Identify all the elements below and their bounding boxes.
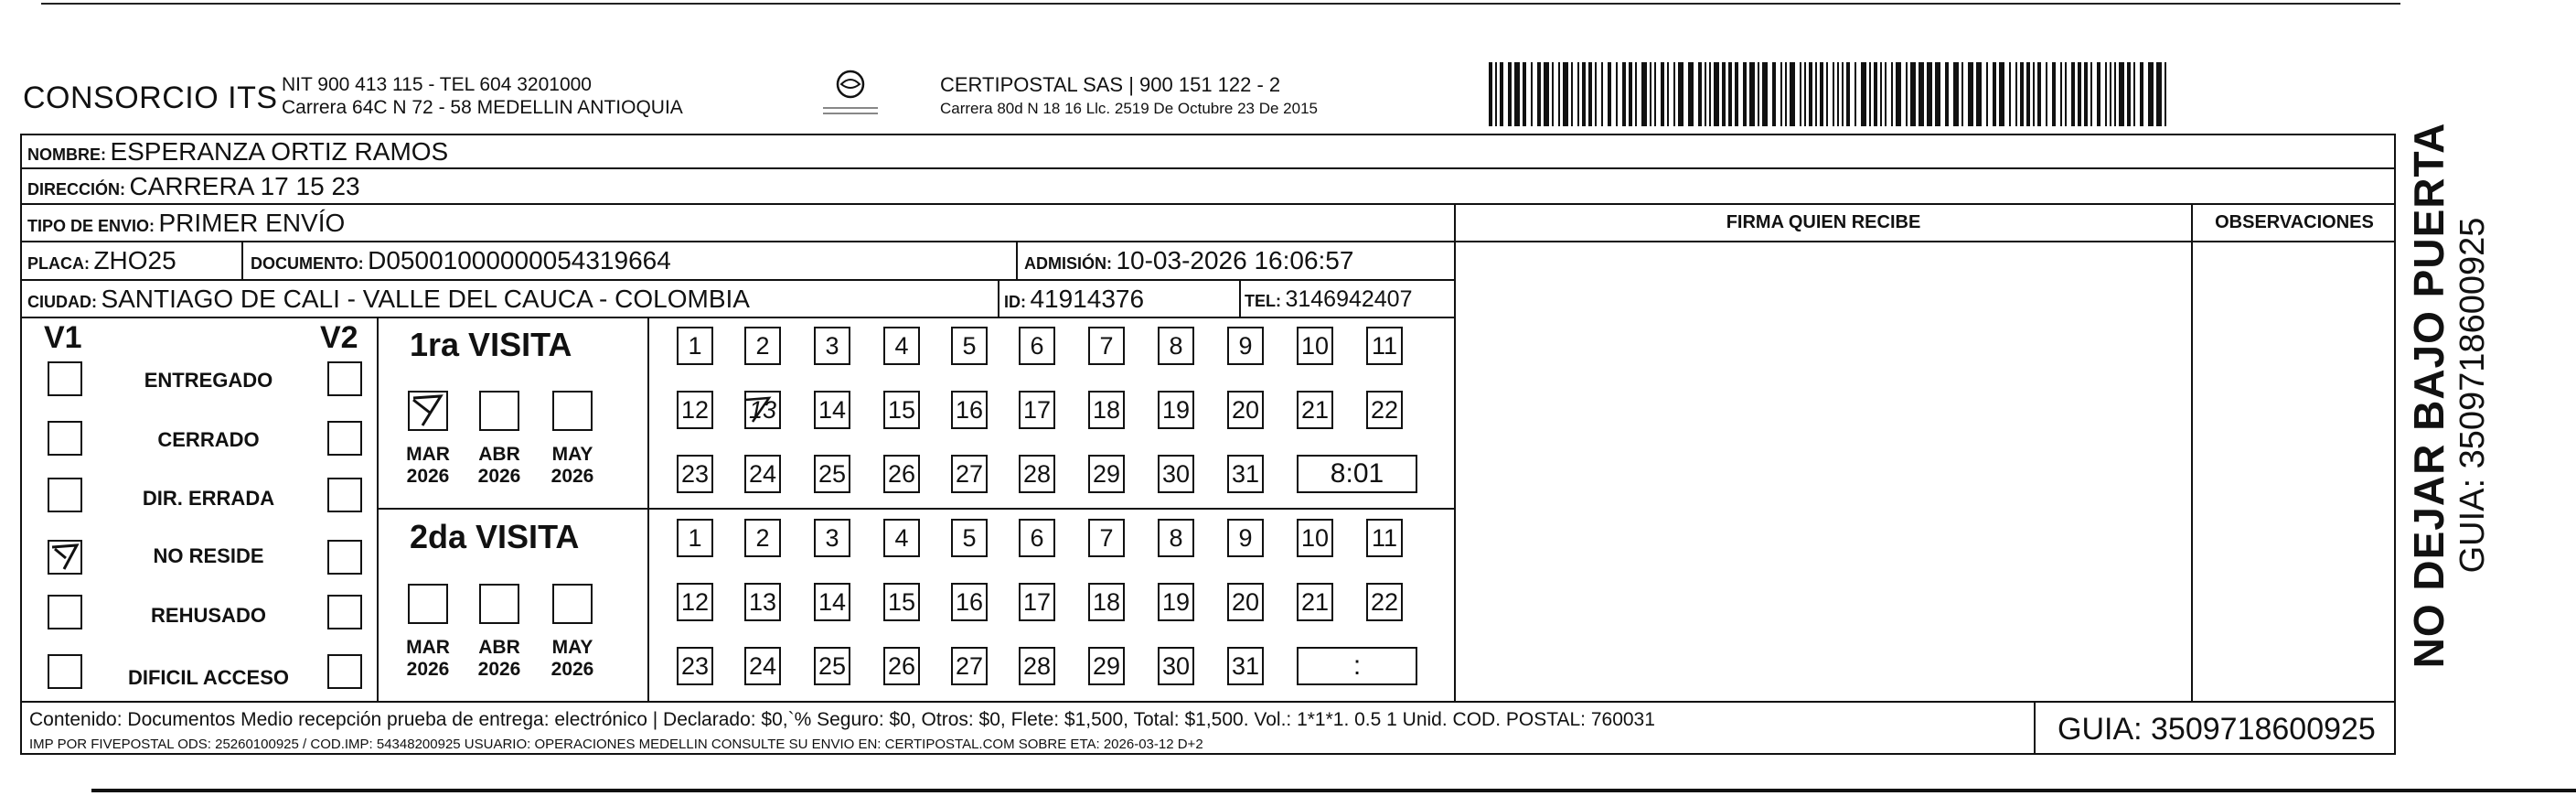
day-box[interactable]: 21 xyxy=(1297,583,1333,621)
day-box[interactable]: 28 xyxy=(1019,647,1055,685)
nombre-value: ESPERANZA ORTIZ RAMOS xyxy=(110,137,449,166)
day-box[interactable]: 11 xyxy=(1366,519,1403,557)
day-box[interactable]: 20 xyxy=(1227,391,1264,429)
day-box[interactable]: 28 xyxy=(1019,455,1055,493)
documento-field xyxy=(251,246,671,280)
day-box[interactable]: 26 xyxy=(883,647,920,685)
print-info: IMP POR FIVEPOSTAL ODS: 25260100925 / COD.IMP: 54348200925 USUARIO: OPERACIONES MEDELLIN CONSULTE SU ENVIO EN: CERTIPOSTAL.COM SOBRE ETA: 2026-03-12 D+2 xyxy=(29,737,1203,752)
direccion-field xyxy=(27,172,360,206)
tel-label: TEL: xyxy=(1245,292,1281,310)
day-box[interactable]: 10 xyxy=(1297,327,1333,365)
documento-label: DOCUMENTO: xyxy=(251,254,364,273)
col-divider xyxy=(377,317,379,701)
day-box[interactable]: 14 xyxy=(814,391,850,429)
contents-summary: Contenido: Documentos Medio recepción prueba de entrega: electrónico | Declarado: $0,`% Seguro: $0, Otros: $0, Flete: $1,500, Total: $1,500. Vol.: 1*1*1. 0.5 1 Unid. COD. POSTAL: 760031 xyxy=(29,709,1655,730)
tipo-envio-label: TIPO DE ENVIO: xyxy=(27,217,155,235)
day-box[interactable]: 6 xyxy=(1019,519,1055,557)
direccion-value: CARRERA 17 15 23 xyxy=(129,172,360,200)
direccion-label: DIRECCIÓN: xyxy=(27,180,125,199)
nombre-label: NOMBRE: xyxy=(27,145,106,164)
day-box[interactable]: 8 xyxy=(1158,519,1194,557)
handwritten-check-mark xyxy=(410,393,446,429)
day-box[interactable]: 24 xyxy=(744,455,781,493)
v2-dificil-acceso-checkbox[interactable] xyxy=(327,654,362,689)
id-field xyxy=(1004,285,1144,318)
v1-dir-errada-checkbox[interactable] xyxy=(48,478,82,512)
col-divider xyxy=(241,241,243,279)
id-value: 41914376 xyxy=(1030,285,1145,313)
v2-rehusado-checkbox[interactable] xyxy=(327,595,362,629)
status-label: ENTREGADO xyxy=(144,369,273,392)
col-divider xyxy=(2034,701,2036,755)
month-label: MAR 2026 xyxy=(406,444,450,487)
day-box[interactable]: 1 xyxy=(677,519,713,557)
second-visit-title: 2da VISITA xyxy=(410,518,580,555)
day-box[interactable]: 23 xyxy=(677,647,713,685)
month-label: ABR 2026 xyxy=(477,637,521,680)
day-box[interactable]: 3 xyxy=(814,327,850,365)
day-box[interactable]: 2 xyxy=(744,327,781,365)
ciudad-label: CIUDAD: xyxy=(27,293,97,311)
second-visit-month-abr-checkbox[interactable] xyxy=(479,584,519,624)
day-box[interactable]: 19 xyxy=(1158,583,1194,621)
day-box[interactable]: 16 xyxy=(951,583,988,621)
day-box[interactable]: 22 xyxy=(1366,391,1403,429)
day-box[interactable]: 30 xyxy=(1158,647,1194,685)
month-label: MAY 2026 xyxy=(550,444,594,487)
day-box[interactable]: 3 xyxy=(814,519,850,557)
day-box[interactable]: 7 xyxy=(1088,519,1125,557)
footer-divider xyxy=(20,701,2396,703)
day-box[interactable]: 20 xyxy=(1227,583,1264,621)
month-label: MAY 2026 xyxy=(550,637,594,680)
day-box[interactable]: 12 xyxy=(677,583,713,621)
day-box[interactable]: 31 xyxy=(1227,647,1264,685)
month-label: MAR 2026 xyxy=(406,637,450,680)
admision-label: ADMISIÓN: xyxy=(1024,254,1112,273)
company-nit: NIT 900 413 115 - TEL 604 3201000 xyxy=(282,74,592,95)
no-dejar-warning: NO DEJAR BAJO PUERTA xyxy=(2405,122,2453,669)
handwritten-check-mark xyxy=(49,542,80,573)
certipostal-license: Carrera 80d N 18 16 Llc. 2519 De Octubre 23 De 2015 xyxy=(940,100,1318,117)
tel-value: 3146942407 xyxy=(1285,286,1413,312)
placa-value: ZHO25 xyxy=(93,246,176,274)
day-box[interactable]: 11 xyxy=(1366,327,1403,365)
tel-field xyxy=(1245,285,1413,317)
day-box[interactable]: 29 xyxy=(1088,647,1125,685)
v2-dir-errada-checkbox[interactable] xyxy=(327,478,362,512)
day-box[interactable]: 12 xyxy=(677,391,713,429)
day-box[interactable]: 27 xyxy=(951,455,988,493)
v2-cerrado-checkbox[interactable] xyxy=(327,421,362,456)
day-box[interactable]: 16 xyxy=(951,391,988,429)
day-box[interactable]: 17 xyxy=(1019,391,1055,429)
nombre-field xyxy=(27,137,448,171)
col-divider xyxy=(1454,203,1456,703)
tipo-envio-value: PRIMER ENVÍO xyxy=(158,209,346,237)
day-box[interactable]: 18 xyxy=(1088,583,1125,621)
first-visit-title: 1ra VISITA xyxy=(410,326,572,363)
day-box[interactable]: 8 xyxy=(1158,327,1194,365)
day-box[interactable]: 30 xyxy=(1158,455,1194,493)
day-box[interactable]: 5 xyxy=(951,519,988,557)
placa-label: PLACA: xyxy=(27,254,90,273)
col-divider xyxy=(2191,203,2193,703)
row-divider xyxy=(377,508,1456,510)
day-box[interactable]: 5 xyxy=(951,327,988,365)
col-divider xyxy=(1239,279,1241,317)
col-divider xyxy=(647,317,649,701)
admision-field xyxy=(1024,246,1353,280)
v1-entregado-checkbox[interactable] xyxy=(48,361,82,396)
first-visit-time: 8:01 xyxy=(1297,455,1417,493)
day-box[interactable]: 31 xyxy=(1227,455,1264,493)
day-box[interactable]: 25 xyxy=(814,455,850,493)
certipostal-logo xyxy=(814,68,887,117)
day-box[interactable]: 9 xyxy=(1227,519,1264,557)
side-guia-number: GUIA: 3509718600925 xyxy=(2453,217,2492,574)
v1-no-reside-checkbox[interactable] xyxy=(48,540,82,575)
observaciones-header: OBSERVACIONES xyxy=(2215,212,2374,232)
day-box[interactable]: 21 xyxy=(1297,391,1333,429)
day-box[interactable]: 13 xyxy=(744,583,781,621)
v1-header: V1 xyxy=(44,320,82,355)
certipostal-info xyxy=(940,73,1318,121)
v2-no-reside-checkbox[interactable] xyxy=(327,540,362,575)
status-label: DIR. ERRADA xyxy=(142,487,275,510)
firma-header: FIRMA QUIEN RECIBE xyxy=(1726,212,1921,232)
v1-cerrado-checkbox[interactable] xyxy=(48,421,82,456)
day-box[interactable]: 17 xyxy=(1019,583,1055,621)
second-visit-month-mar-checkbox[interactable] xyxy=(408,584,448,624)
day-box[interactable]: 2 xyxy=(744,519,781,557)
day-box[interactable]: 10 xyxy=(1297,519,1333,557)
first-visit-month-mar-checkbox[interactable] xyxy=(408,391,448,431)
day-box[interactable]: 4 xyxy=(883,327,920,365)
ciudad-field xyxy=(27,285,750,318)
day-box[interactable]: 26 xyxy=(883,455,920,493)
day-box[interactable]: 15 xyxy=(883,391,920,429)
status-label: CERRADO xyxy=(157,428,260,451)
day-box[interactable]: 19 xyxy=(1158,391,1194,429)
barcode xyxy=(1489,62,2170,126)
day-box[interactable]: 22 xyxy=(1366,583,1403,621)
company-name: CONSORCIO ITS xyxy=(23,81,278,115)
certipostal-nit: CERTIPOSTAL SAS | 900 151 122 - 2 xyxy=(940,73,1281,96)
col-divider xyxy=(998,279,999,317)
tipo-envio-field xyxy=(27,209,345,242)
col-divider xyxy=(1016,241,1018,279)
second-visit-month-may-checkbox[interactable] xyxy=(552,584,593,624)
day-box[interactable]: 9 xyxy=(1227,327,1264,365)
day-box[interactable]: 15 xyxy=(883,583,920,621)
day-box[interactable]: 27 xyxy=(951,647,988,685)
day-box[interactable]: 18 xyxy=(1088,391,1125,429)
v2-entregado-checkbox[interactable] xyxy=(327,361,362,396)
first-visit-month-abr-checkbox[interactable] xyxy=(479,391,519,431)
admision-value: 10-03-2026 16:06:57 xyxy=(1116,246,1354,274)
day-box[interactable]: 6 xyxy=(1019,327,1055,365)
row-divider xyxy=(20,203,2396,205)
v1-rehusado-checkbox[interactable] xyxy=(48,595,82,629)
v2-header: V2 xyxy=(320,320,358,355)
status-label: NO RESIDE xyxy=(153,544,264,567)
month-label: ABR 2026 xyxy=(477,444,521,487)
status-label: DIFICIL ACCESO xyxy=(127,666,289,689)
placa-field xyxy=(27,246,176,280)
ciudad-value: SANTIAGO DE CALI - VALLE DEL CAUCA - COLOMBIA xyxy=(101,285,750,313)
documento-value: D05001000000054319664 xyxy=(368,246,671,274)
day-box[interactable]: 14 xyxy=(814,583,850,621)
v1-dificil-acceso-checkbox[interactable] xyxy=(48,654,82,689)
day-box[interactable]: 29 xyxy=(1088,455,1125,493)
day-box[interactable]: 7 xyxy=(1088,327,1125,365)
first-visit-month-may-checkbox[interactable] xyxy=(552,391,593,431)
day-box[interactable]: 4 xyxy=(883,519,920,557)
company-info xyxy=(282,73,683,119)
day-box[interactable]: 24 xyxy=(744,647,781,685)
row-divider xyxy=(20,241,2396,242)
id-label: ID: xyxy=(1004,293,1026,311)
day-box[interactable]: 23 xyxy=(677,455,713,493)
top-rule xyxy=(41,3,2400,5)
company-address: Carrera 64C N 72 - 58 MEDELLIN ANTIOQUIA xyxy=(282,97,683,118)
second-visit-time: : xyxy=(1297,647,1417,685)
guia-number: GUIA: 3509718600925 xyxy=(2058,712,2376,747)
status-label: REHUSADO xyxy=(151,604,266,627)
day-box[interactable]: 1 xyxy=(677,327,713,365)
day-box[interactable]: 13 xyxy=(744,391,781,429)
day-box[interactable]: 25 xyxy=(814,647,850,685)
bottom-rule xyxy=(91,789,2576,792)
side-label xyxy=(2405,121,2515,670)
